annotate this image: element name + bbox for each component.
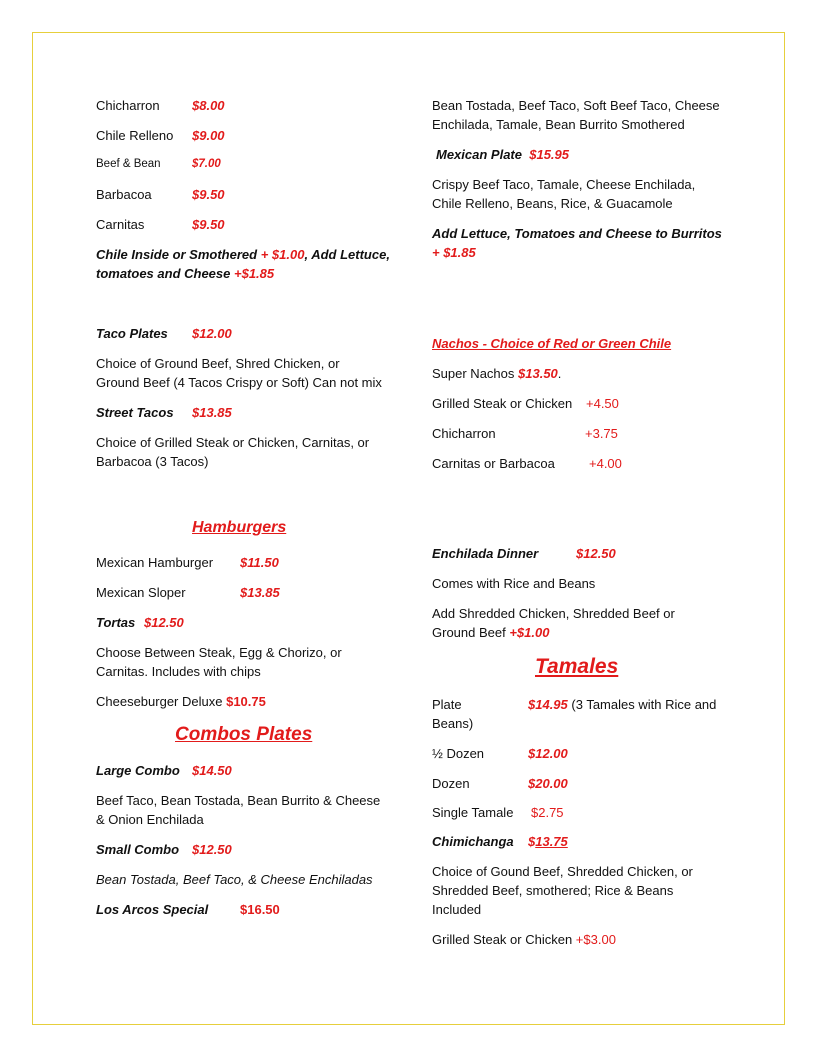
price: +4.50 <box>586 396 619 411</box>
enchilada-desc: Comes with Rice and Beans <box>432 576 596 591</box>
taco-plates-title: Taco Plates <box>96 326 168 341</box>
enchilada-add: Add Shredded Chicken, Shredded Beef or <box>432 606 675 621</box>
menu-item-mexican-sloper: Mexican Sloper <box>96 585 186 600</box>
burrito-add-price: + $1.85 <box>432 245 476 260</box>
taco-plates-desc: Choice of Ground Beef, Shred Chicken, or <box>96 356 340 371</box>
plate-desc: Enchilada, Tamale, Bean Burrito Smothered <box>432 117 685 132</box>
menu-item-chile-relleno: Chile Relleno <box>96 128 174 143</box>
chimichanga-desc: Choice of Gound Beef, Shredded Chicken, or <box>432 864 693 879</box>
tortas-title: Tortas <box>96 615 136 630</box>
tamale-plate: Plate <box>432 697 462 712</box>
burrito-add-note: Add Lettuce, Tomatoes and Cheese to Burritos <box>432 226 722 241</box>
price: $2.75 <box>531 805 564 820</box>
price: $13.75 <box>528 834 568 849</box>
menu-item-barbacoa: Barbacoa <box>96 187 152 202</box>
enchilada-dinner-title: Enchilada Dinner <box>432 546 539 561</box>
nachos-addon: Carnitas or Barbacoa <box>432 456 555 471</box>
menu-item-chicharron: Chicharron <box>96 98 160 113</box>
price: $16.50 <box>240 902 280 917</box>
price: $12.50 <box>192 842 232 857</box>
tamale-half-dozen: ½ Dozen <box>432 746 485 761</box>
small-combo-title: Small Combo <box>96 842 180 857</box>
price: $12.50 <box>144 615 184 630</box>
menu-item-carnitas: Carnitas <box>96 217 145 232</box>
chile-note-line1: Chile Inside or Smothered + $1.00, Add Lettuce, <box>96 247 390 262</box>
combos-heading: Combos Plates <box>175 724 313 745</box>
price: +3.75 <box>585 426 618 441</box>
price: $12.00 <box>528 746 568 761</box>
chimichanga-desc: Shredded Beef, smothered; Rice & Beans <box>432 883 674 898</box>
small-combo-desc: Bean Tostada, Beef Taco, & Cheese Enchiladas <box>96 872 373 887</box>
large-combo-desc: & Onion Enchilada <box>96 812 204 827</box>
large-combo-desc: Beef Taco, Bean Tostada, Bean Burrito & Cheese <box>96 793 381 808</box>
street-tacos-title: Street Tacos <box>96 405 174 420</box>
nachos-addon: Grilled Steak or Chicken <box>432 396 573 411</box>
street-tacos-desc: Choice of Grilled Steak or Chicken, Carnitas, or <box>96 435 370 450</box>
hamburgers-heading: Hamburgers <box>192 519 287 536</box>
price: $7.00 <box>192 158 221 170</box>
price: $14.50 <box>192 763 232 778</box>
cheeseburger-deluxe: Cheeseburger Deluxe $10.75 <box>96 694 266 709</box>
menu-item-mexican-hamburger: Mexican Hamburger <box>96 555 214 570</box>
chimichanga-title: Chimichanga <box>432 834 514 849</box>
price: +4.00 <box>589 456 622 471</box>
tamale-plate-price: $14.95 (3 Tamales with Rice and <box>528 697 717 712</box>
large-combo-title: Large Combo <box>96 763 180 778</box>
price: $12.00 <box>192 326 232 341</box>
price: $9.50 <box>192 187 225 202</box>
plate-desc: Bean Tostada, Beef Taco, Soft Beef Taco, Cheese <box>432 98 720 113</box>
price: $9.00 <box>192 128 225 143</box>
mexican-plate-desc: Crispy Beef Taco, Tamale, Cheese Enchilada, <box>432 177 696 192</box>
price: $9.50 <box>192 217 225 232</box>
tortas-desc: Carnitas. Includes with chips <box>96 664 261 679</box>
tamale-plate-desc: Beans) <box>432 716 474 731</box>
price: $20.00 <box>528 776 568 791</box>
tamales-heading: Tamales <box>535 655 619 678</box>
nachos-heading: Nachos - Choice of Red or Green Chile <box>432 336 672 351</box>
chimichanga-desc: Included <box>432 902 482 917</box>
price: $13.85 <box>240 585 280 600</box>
tortas-desc: Choose Between Steak, Egg & Chorizo, or <box>96 645 342 660</box>
single-tamale: Single Tamale <box>432 805 514 820</box>
tamale-dozen: Dozen <box>432 776 470 791</box>
mexican-plate-title: Mexican Plate $15.95 <box>436 147 569 162</box>
price: $8.00 <box>192 98 225 113</box>
taco-plates-desc: Ground Beef (4 Tacos Crispy or Soft) Can not mix <box>96 375 382 390</box>
price: $13.85 <box>192 405 232 420</box>
enchilada-add: Ground Beef +$1.00 <box>432 625 550 640</box>
price: $11.50 <box>240 555 279 570</box>
street-tacos-desc: Barbacoa (3 Tacos) <box>96 454 209 469</box>
los-arcos-special-title: Los Arcos Special <box>96 902 209 917</box>
price: $12.50 <box>576 546 616 561</box>
chile-note-line2: tomatoes and Cheese +$1.85 <box>96 266 275 281</box>
nachos-addon: Chicharron <box>432 426 496 441</box>
super-nachos: Super Nachos $13.50. <box>432 366 562 381</box>
menu-item-beef-bean: Beef & Bean <box>96 158 161 170</box>
chimichanga-addon: Grilled Steak or Chicken +$3.00 <box>432 932 616 947</box>
mexican-plate-desc: Chile Relleno, Beans, Rice, & Guacamole <box>432 196 673 211</box>
